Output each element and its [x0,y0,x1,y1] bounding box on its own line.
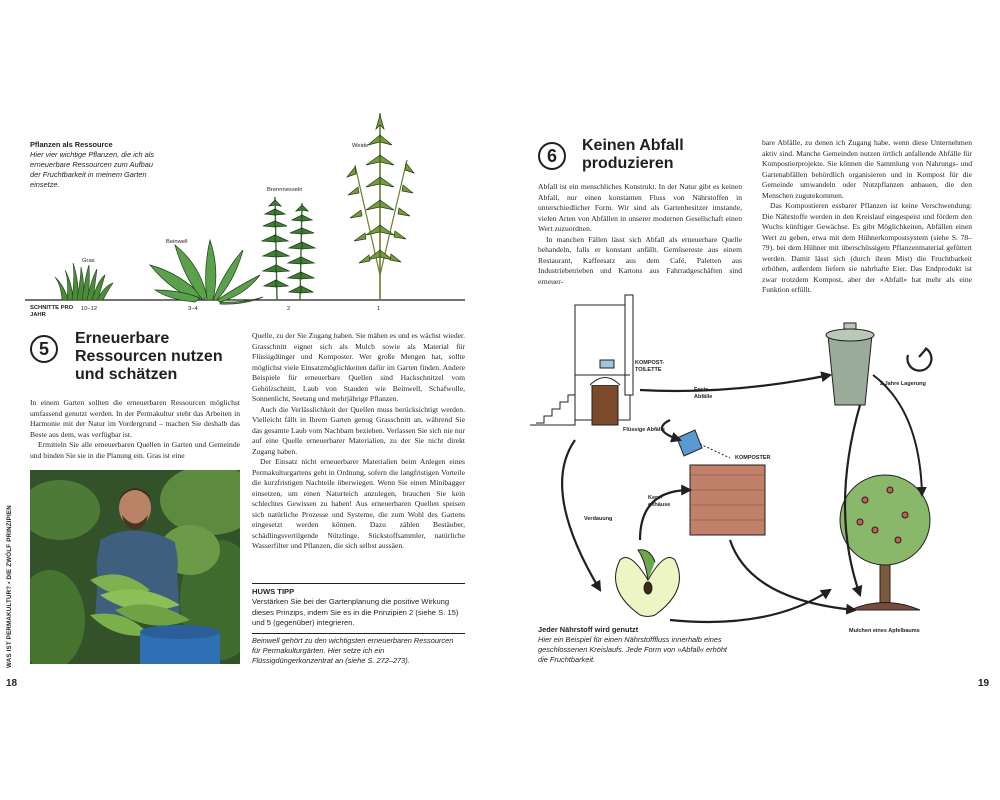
plant-label-weide: Weide [352,143,369,149]
axis-title-line1: SCHNITTE PRO [30,305,74,311]
paragraph: In einem Garten sollten die erneuerbaren Ressourcen möglichst umfassend genutzt werden. In der Permakultur steht das Arbeiten in Harmonie mit der Natur im Vordergrund – machen Sie deshalb das Beste aus dem, was verfügbar ist. [30,398,240,439]
photo-caption: Beinwell gehört zu den wichtigsten erneuerbaren Ressourcen für Permakulturgärten. Hier setze ich ein Flüssigdüngerkonzentrat an (siehe S. 272–273). [252,636,454,665]
section-number-5: 5 [30,335,58,363]
label-verdauung: Verdauung [584,516,613,522]
label-lagerung: 2 Jahre Lagerung [880,381,926,387]
tip-box [252,583,465,634]
plants-illustration [25,105,465,325]
section-5-heading-line2: Ressourcen nutzen [75,348,223,365]
plants-box-title: Pflanzen als Ressource [30,140,113,149]
label-feste-abfaelle-line2: Abfälle [694,393,713,400]
section-5-column-2 [252,331,465,552]
section-5-heading [75,330,255,384]
tip-title: HUWS TIPP [252,587,295,596]
brennnesseln-illustration [262,197,315,300]
section-6-column-1 [538,182,742,287]
gardener-photo [30,470,240,664]
plant-label-beinwell: Beinwell [166,239,188,245]
diagram-caption-title: Jeder Nährstoff wird genutzt [538,625,639,634]
clock-icon [907,348,931,371]
cuts-weide: 1 [377,306,381,312]
section-5-heading-line1: Erneuerbare [75,330,170,347]
label-feste-abfaelle [694,387,712,400]
apple-illustration [616,550,680,617]
paragraph: bare Abfälle, zu denen ich Zugang habe, wenn diese Unternehmen aktiv sind. Manche Gemeinden nutzen örtlich anfallende Abfälle für Kompostierprojekte. Sie können die Sammlung von Nahrungs- und Gartenabfällen behördlich organisieren und in Kompost für die Gemeinde umwandeln oder Nutzpflanzen anbauen, die den Menschen zugutekommen. [762,138,972,200]
label-fluessige-abfaelle: Flüssige Abfälle [623,427,665,433]
tip-text: Verstärken Sie bei der Gartenplanung die positive Wirkung dieses Prinzips, indem Sie es in die Prinzipien 2 (siehe S. 15) und 5 (gegenüber) integrieren. [252,597,459,627]
section-6-heading-line2: produzieren [582,155,674,172]
paragraph: Das Kompostieren essbarer Pflanzen ist keine Verschwendung: Die Nährstoffe werden in den Kreislauf eingespeist und fördern den Wuchs künftiger Gewächse. Es gibt Möglichkeiten, Abfällen einen Wert zu geben, etwa mit dem Hühnerkompostsystem (siehe S. 78–79), bei dem Hühner mit überschüssigem Pflanzenmaterial gefüttert werden. Damit lässt sich (durch ihren Mist) die Fruchtbarkeit erhöhen, außerdem liefern sie nahrhafte Eier. Das Endprodukt ist zwar trotzdem Kompost, aber der »Abfall« hat mehr als eine Funktion erfüllt. [762,201,972,294]
section-6-column-2 [762,138,972,296]
paragraph: In manchen Fällen lässt sich Abfall als erneuerbare Quelle behandeln, falls er konstant anfällt. Gemüsereste aus einem Restaurant, Kaffeesatz aus dem Café, Paletten aus Industriebetrieben und Kartons aus Fahrradgeschäften sind erneuer- [538,234,742,286]
label-mulchen: Mulchen eines Apfelbaums [849,628,920,634]
composter-illustration [690,465,765,535]
paragraph: Auch die Verlässlichkeit der Quellen muss berücksichtigt werden. Vielleicht fällt in Ihrem Garten genug Grasschnitt an, während Sie das gesamte Laub vom Nachbarn beziehen. Verlassen Sie sich nie nur auf eine Quelle erneuerbarer Materialien, zu der Sie nicht direkt Zugang haben. [252,404,465,456]
label-kompost-toilette-line1: KOMPOST- [635,360,665,366]
section-6-heading-line1: Keinen Abfall [582,137,684,154]
nutrient-cycle-diagram [530,290,980,635]
compost-toilet-illustration [530,295,633,425]
gras-illustration [55,263,113,300]
side-running-head: WAS IST PERMAKULTUR? • DIE ZWÖLF PRINZIPIEN [6,505,13,668]
label-feste-abfaelle-line1: Feste [694,387,709,393]
gardener-photo-image [30,470,240,664]
page-number-right: 19 [978,678,990,689]
liquid-bucket-illustration [677,430,730,458]
cuts-brennnesseln: 2 [287,306,291,312]
diagram-caption [538,625,728,665]
section-number-6: 6 [538,142,566,170]
label-kompost-toilette [635,360,664,373]
paragraph: Quelle, zu der Sie Zugang haben. Sie mähen es und es wächst wieder. Grasschnitt eignet sich als Mulch sowie als Material für Flüssigdünger und Komposter. Wer große Mengen hat, sollte möglichst viele Einsatzmöglichkeiten dafür im Garten finden. Andere Beispiele für erneuerbare Quellen sind Hackschnitzel vom Gehölzschnitt, Laub von Stauden wie Beinwell, Schafwolle, Sonnenlicht, Seetang und mehrjährige Pflanzen. [252,331,465,403]
page-number-left: 18 [6,678,18,689]
cuts-gras: 10–12 [81,306,98,312]
diagram-caption-text: Hier ein Beispiel für einen Nährstofffluss innerhalb eines geschlossenen Kreislaufs. Jede Form von »Abfall« erhöht die Fruchtbarkeit. [538,635,727,664]
weide-illustration [347,113,414,300]
plant-label-gras: Gras [82,258,95,264]
paragraph: Der Einsatz nicht erneuerbarer Materialien beim Anlegen eines Permakulturgartens geht in Ordnung, sofern die langfristigen Vorteile die kurzfristigen Nachteile überwiegen. Wenn Sie einen Minibagger einsetzen, um einen Naturteich anzulegen, brauchen Sie kein schlechtes Gewissen zu haben! Aus erneuerbaren Quellen speisen sich natürliche Prozesse und Systeme, die zum Wohl des Gartens eingesetzt werden können. Dazu zählen Bestäuber, schädlingsvertilgende Nützlinge, Stickstoffsammler, natürliche Wasserfilter und Pflanzen, die sich selbst aussäen. [252,457,465,550]
beinwell-illustration [150,240,263,304]
paragraph: Abfall ist ein menschliches Konstrukt. In der Natur gibt es keinen Abfall, nur einen konstanten Fluss von Nährstoffen in unterschiedlicher Form. Wir sind als Gartenbesitzer imstande, vielen Arten von Abfällen in unserer modernen Gesellschaft einen Wert zuzuordnen. [538,182,742,233]
plants-box-text: Hier vier wichtige Pflanzen, die ich als erneuerbare Ressourcen zum Aufbau der Fruchtbarkeit in meinem Garten einsetze. [30,150,155,189]
storage-bin-illustration [826,323,874,405]
paragraph: Ermitteln Sie alle erneuerbaren Quellen in Garten und Gemeinde und binden Sie sie in die Planung ein. Gras ist eine [30,440,240,460]
section-5-heading-line3: und schätzen [75,366,178,383]
label-kerngehaeuse [648,495,670,508]
axis-title [30,305,73,319]
label-kerngehaeuse-line1: Kern- [648,495,663,501]
label-kerngehaeuse-line2: gehäuse [648,501,671,508]
plant-label-brennnesseln: Brennnesseln [267,187,303,193]
cuts-beinwell: 3–4 [188,306,198,312]
label-kompost-toilette-line2: TOILETTE [635,366,662,373]
axis-title-line2: JAHR [30,312,46,318]
apple-tree-illustration [840,475,930,610]
label-komposter: KOMPOSTER [735,455,771,461]
section-6-heading [582,137,742,173]
section-5-column-1 [30,398,240,461]
